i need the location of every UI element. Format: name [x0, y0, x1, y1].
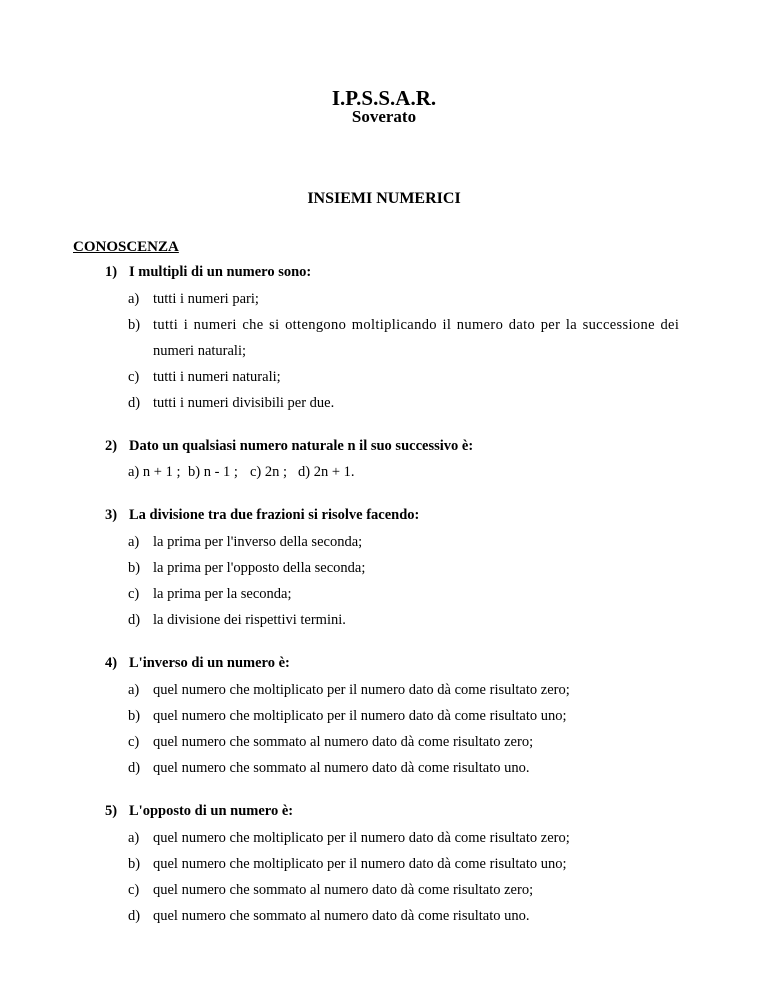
question-number: 5): [105, 803, 118, 819]
document-title: INSIEMI NUMERICI: [307, 190, 461, 207]
option-text: quel numero che sommato al numero dato dà come risultato zero;: [153, 882, 534, 898]
option-letter: d): [128, 612, 141, 628]
question-text: La divisione tra due frazioni si risolve facendo:: [129, 507, 420, 523]
option-letter: b): [128, 317, 141, 333]
question-number: 4): [105, 655, 118, 671]
question-4: [105, 654, 290, 672]
option-letter: d): [128, 760, 141, 776]
option-letter: d): [128, 395, 141, 411]
question-text: L'opposto di un numero è:: [129, 803, 294, 819]
option-text: quel numero che sommato al numero dato dà come risultato uno.: [153, 760, 530, 776]
institute-name: I.P.S.S.A.R.: [331, 86, 437, 110]
option-3d: [128, 611, 346, 629]
option-text: quel numero che moltiplicato per il numero dato dà come risultato zero;: [153, 830, 570, 846]
option-text: quel numero che moltiplicato per il numero dato dà come risultato zero;: [153, 682, 570, 698]
question-text: L'inverso di un numero è:: [129, 655, 290, 671]
option-letter: a): [128, 682, 140, 698]
option-letter: c): [128, 882, 140, 898]
institute-city: Soverato: [351, 107, 417, 126]
option-5a: [128, 829, 570, 847]
option-text: quel numero che sommato al numero dato dà come risultato uno.: [153, 908, 530, 924]
option-2a: a) n + 1 ;: [128, 464, 181, 480]
option-4a: [128, 681, 570, 699]
option-4c: [128, 733, 533, 751]
section-heading: CONOSCENZA: [73, 239, 179, 255]
option-4b: [128, 707, 567, 725]
option-1b-continuation: numeri naturali;: [153, 343, 247, 359]
option-4d: [128, 759, 530, 777]
question-3: [105, 506, 419, 524]
question-text: Dato un qualsiasi numero naturale n il suo successivo è:: [129, 438, 474, 454]
question-number: 3): [105, 507, 118, 523]
option-text: tutti i numeri naturali;: [153, 369, 281, 385]
option-text: la prima per l'opposto della seconda;: [153, 560, 366, 576]
question-2: [105, 437, 473, 455]
option-3b: [128, 559, 365, 577]
option-3a: [128, 533, 362, 551]
option-text: tutti i numeri pari;: [153, 291, 259, 307]
option-1d: [128, 394, 334, 412]
question-number: 2): [105, 438, 118, 454]
option-1c: [128, 368, 281, 386]
option-text: quel numero che moltiplicato per il numero dato dà come risultato uno;: [153, 708, 567, 724]
option-letter: d): [128, 908, 141, 924]
option-1b: [128, 316, 679, 334]
option-text: quel numero che moltiplicato per il numero dato dà come risultato uno;: [153, 856, 567, 872]
option-text: la prima per la seconda;: [153, 586, 292, 602]
option-2d: d) 2n + 1.: [298, 464, 355, 480]
option-text: quel numero che sommato al numero dato dà come risultato zero;: [153, 734, 534, 750]
option-5d: [128, 907, 530, 925]
option-3c: [128, 585, 292, 603]
option-text: tutti i numeri che si ottengono moltiplicando il numero dato per la successione dei: [153, 317, 680, 333]
option-letter: c): [128, 734, 140, 750]
option-1a: [128, 290, 259, 308]
option-letter: a): [128, 291, 140, 307]
option-5b: [128, 855, 567, 873]
option-row-2: [128, 463, 355, 481]
question-1: [105, 263, 311, 281]
option-letter: a): [128, 830, 140, 846]
option-letter: a): [128, 534, 140, 550]
option-text: la divisione dei rispettivi termini.: [153, 612, 346, 628]
option-2b: b) n - 1 ;: [188, 464, 238, 480]
question-number: 1): [105, 264, 118, 280]
question-text: I multipli di un numero sono:: [129, 264, 312, 280]
option-text: tutti i numeri divisibili per due.: [153, 395, 335, 411]
option-letter: b): [128, 856, 141, 872]
question-5: [105, 802, 293, 820]
option-text: la prima per l'inverso della seconda;: [153, 534, 363, 550]
option-2c: c) 2n ;: [250, 464, 288, 480]
option-letter: b): [128, 708, 141, 724]
option-letter: c): [128, 586, 140, 602]
option-letter: b): [128, 560, 141, 576]
option-5c: [128, 881, 533, 899]
option-letter: c): [128, 369, 140, 385]
